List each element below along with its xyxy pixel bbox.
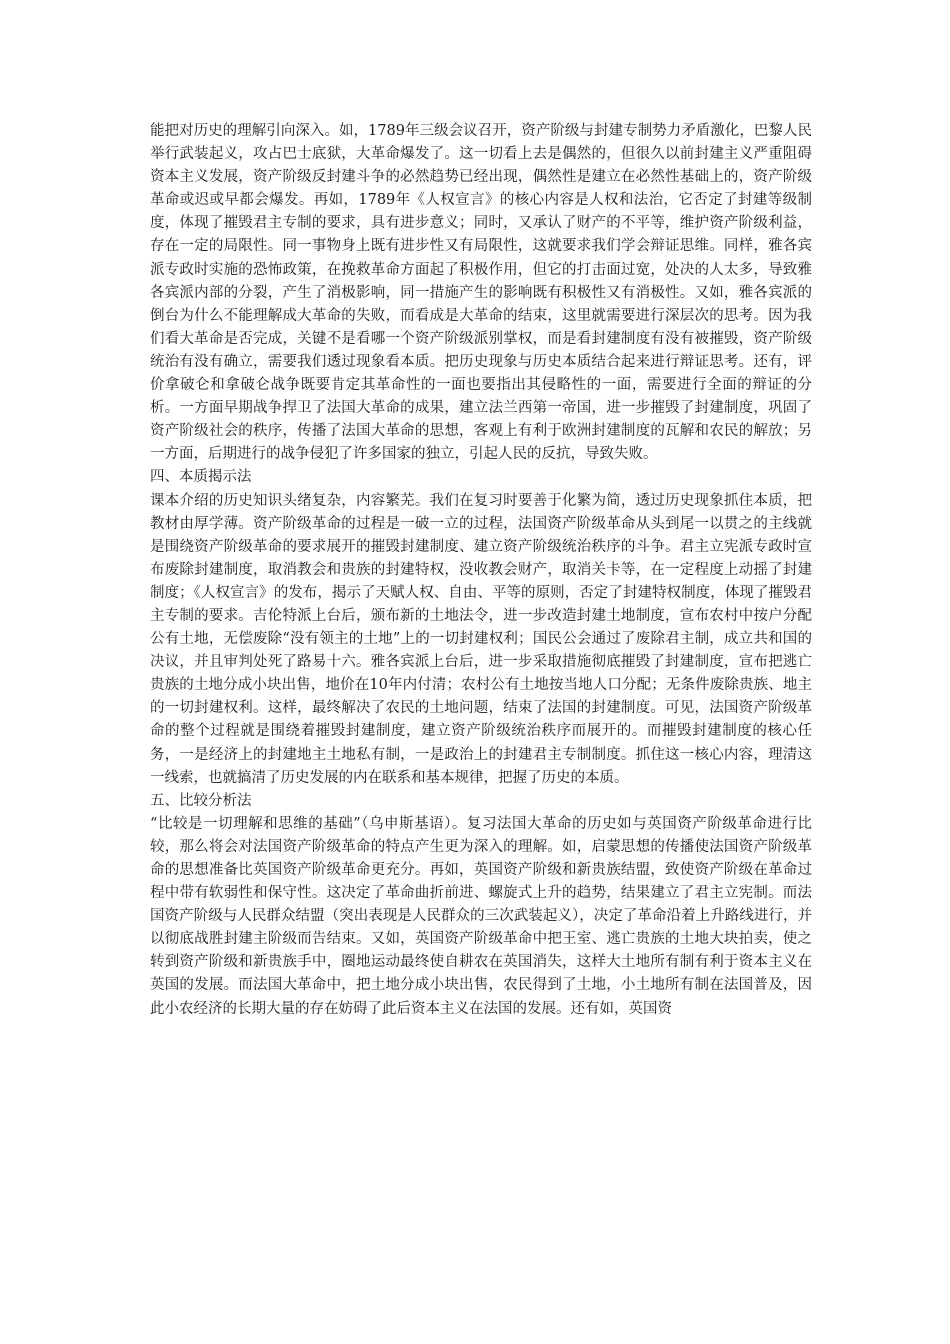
document-page (150, 120, 812, 1021)
body-paragraph: 课本介绍的历史知识头绪复杂，内容繁芜。我们在复习时要善于化繁为简，透过历史现象抓住本质，把教材由厚学薄。资产阶级革命的过程是一破一立的过程，法国资产阶级革命从头到尾一以贯之的主线就是围绕资产阶级革命的要求展开的摧毁封建制度、建立资产阶级统治秩序的斗争。君主立宪派专政时宣布废除封建制度，取消教会和贵族的封建特权，没收教会财产，取消关卡等，在一定程度上动摇了封建制度；《人权宣言》的发布，揭示了天赋人权、自由、平等的原则，否定了封建特权制度，体现了摧毁君主专制的要求。吉伦特派上台后，颁布新的土地法令，进一步改造封建土地制度，宣布农村中按户分配公有土地，无偿废除“没有领主的土地”上的一切封建权利；国民公会通过了废除君主制，成立共和国的决议，并且审判处死了路易十六。雅各宾派上台后，进一步采取措施彻底摧毁了封建制度，宣布把逃亡贵族的土地分成小块出售，地价在10年内付清；农村公有土地按当地人口分配；无条件废除贵族、地主的一切封建权利。这样，最终解决了农民的土地问题，结束了法国的封建制度。可见，法国资产阶级革命的整个过程就是围绕着摧毁封建制度，建立资产阶级统治秩序而展开的。而摧毁封建制度的核心任务，一是经济上的封建地主土地私有制，一是政治上的封建君主专制制度。抓住这一核心内容，理清这一线索，也就搞清了历史发展的内在联系和基本规律，把握了历史的本质。 (150, 492, 812, 786)
section-heading: 五、比较分析法 (150, 792, 252, 809)
body-paragraph: “比较是一切理解和思维的基础”（乌申斯基语）。复习法国大革命的历史如与英国资产阶级革命进行比较，那么将会对法国资产阶级革命的特点产生更为深入的理解。如，启蒙思想的传播使法国资产阶级革命的思想准备比英国资产阶级革命更充分。再如，英国资产阶级和新贵族结盟，致使资产阶级在革命过程中带有软弱性和保守性。这决定了革命曲折前进、螺旋式上升的趋势，结果建立了君主立宪制。而法国资产阶级与人民群众结盟（突出表现是人民群众的三次武装起义），决定了革命沿着上升路线进行，并以彻底战胜封建主阶级而告结束。又如，英国资产阶级革命中把王室、逃亡贵族的土地大块拍卖，使之转到资产阶级和新贵族手中，圈地运动最终使自耕农在英国消失，这样大土地所有制有利于资本主义在英国的发展。而法国大革命中，把土地分成小块出售，农民得到了土地，小土地所有制在法国普及，因此小农经济的长期大量的存在妨碍了此后资本主义在法国的发展。还有如，英国资 (150, 815, 812, 1017)
body-paragraph: 能把对历史的理解引向深入。如，1789年三级会议召开，资产阶级与封建专制势力矛盾激化，巴黎人民举行武装起义，攻占巴士底狱，大革命爆发了。这一切看上去是偶然的，但很久以前封建主义严重阻碍资本主义发展，资产阶级反封建斗争的必然趋势已经出现，偶然性是建立在必然性基础上的，资产阶级革命或迟或早都会爆发。再如，1789年《人权宣言》的核心内容是人权和法治，它否定了封建等级制度，体现了摧毁君主专制的要求，具有进步意义；同时，又承认了财产的不平等，维护资产阶级利益，存在一定的局限性。同一事物身上既有进步性又有局限性，这就要求我们学会辩证思维。同样，雅各宾派专政时实施的恐怖政策，在挽救革命方面起了积极作用，但它的打击面过宽，处决的人太多，导致雅各宾派内部的分裂，产生了消极影响，同一措施产生的影响既有积极性又有消极性。又如，雅各宾派的倒台为什么不能理解成大革命的失败，而看成是大革命的结束，这里就需要进行深层次的思考。因为我们看大革命是否完成，关键不是看哪一个资产阶级派别掌权，而是看封建制度有没有被摧毁，资产阶级统治有没有确立，需要我们透过现象看本质。把历史现象与历史本质结合起来进行辩证思考。还有，评价拿破仑和拿破仑战争既要肯定其革命性的一面也要指出其侵略性的一面，需要进行全面的辩证的分析。一方面早期战争捍卫了法国大革命的成果，建立法兰西第一帝国，进一步摧毁了封建制度，巩固了资产阶级社会的秩序，传播了法国大革命的思想，客观上有利于欧洲封建制度的瓦解和农民的解放；另一方面，后期进行的战争侵犯了许多国家的独立，引起人民的反抗，导致失败。 (150, 123, 812, 463)
section-heading: 四、本质揭示法 (150, 469, 252, 486)
